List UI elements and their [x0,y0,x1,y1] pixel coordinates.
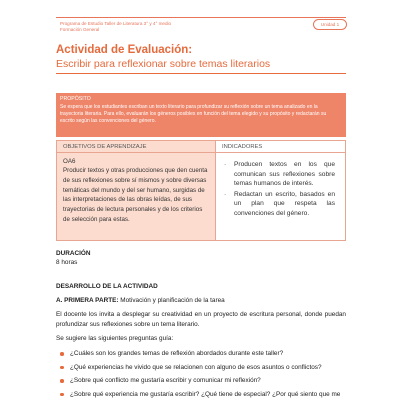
program-header [60,21,171,33]
indicators-header: INDICADORES [216,141,345,153]
part-heading [56,297,225,304]
bullet-icon [60,393,64,397]
header-rule [56,17,346,18]
oa-code: OA6 [63,158,76,165]
indicator-item: · Redactan un escrito, basados en un plan que respeta las convenciones del género. [228,190,335,219]
objectives-header: OBJETIVOS DE APRENDIZAJE [57,141,215,153]
indicators-list [216,153,345,218]
proposito-text: Se espera que los estudiantes escriban un texto literario para profundizar su reflexión sobre un tema analizado en la trayectoria literaria. Para ello, evaluarán los géneros posibles en función del tema elegido y su propósito y redactarán su escrito según las convenciones del género. [60,104,327,124]
program-line-1: Programa de Estudio Taller de Literatura 3° y 4° medio [60,21,172,26]
unit-badge: Unidad 1 [313,19,347,30]
bullet-icon [60,379,64,383]
question-text: ¿Cuáles son los grandes temas de reflexión abordados durante este taller? [70,350,284,357]
duration-label: DURACIÓN [56,250,91,257]
indicator-item: · Producen textos en los que comunican sus reflexiones sobre temas humanos de interés. [228,160,335,189]
guide-questions [60,350,350,400]
objectives-column [57,141,215,240]
proposito-label: PROPÓSITO [60,96,91,102]
question-item [60,350,350,358]
activity-subtitle: Escribir para reflexionar sobre temas literarios [56,58,271,70]
duration-value: 8 horas [56,259,78,266]
bullet-icon [60,352,64,356]
objectives-table [56,140,346,241]
question-text: ¿Sobre qué conflicto me gustaría escribir y comunicar mi reflexión? [70,377,261,384]
oa-text: Producir textos y otras producciones que den cuenta de sus reflexiones sobre sí mismos y sobre diversas temáticas del mundo y del ser humano, surgidas de las interpretaciones de las obras leídas, de sus trayectorias de lectura personales y de los criterios de selección para estas. [63,167,208,223]
part-label: A. PRIMERA PARTE: [56,297,119,304]
title-divider [56,73,346,74]
question-item [60,391,350,399]
question-text: ¿Sobre qué experiencia me gustaría escribir? ¿Qué tiene de especial? ¿Por qué siento que me [70,390,341,398]
program-line-2: Formación General [60,27,100,32]
question-item [60,377,350,385]
question-text: ¿Qué experiencias he vivido que se relacionen con alguno de esos asuntos o conflictos? [70,363,322,371]
activity-title: Actividad de Evaluación: [56,44,193,56]
development-title: DESARROLLO DE LA ACTIVIDAD [56,283,158,290]
intro-paragraph: El docente los invita a desplegar su creatividad en un proyecto de escritura personal, donde puedan profundizar sus reflexiones sobre un tema literario. [56,311,346,328]
indicators-column [215,141,345,240]
bullet-icon [60,366,64,370]
question-item [60,364,350,372]
proposito-box [56,93,346,137]
part-text: Motivación y planificación de la tarea [120,297,225,304]
guide-label: Se sugiere las siguientes preguntas guía: [56,335,174,342]
